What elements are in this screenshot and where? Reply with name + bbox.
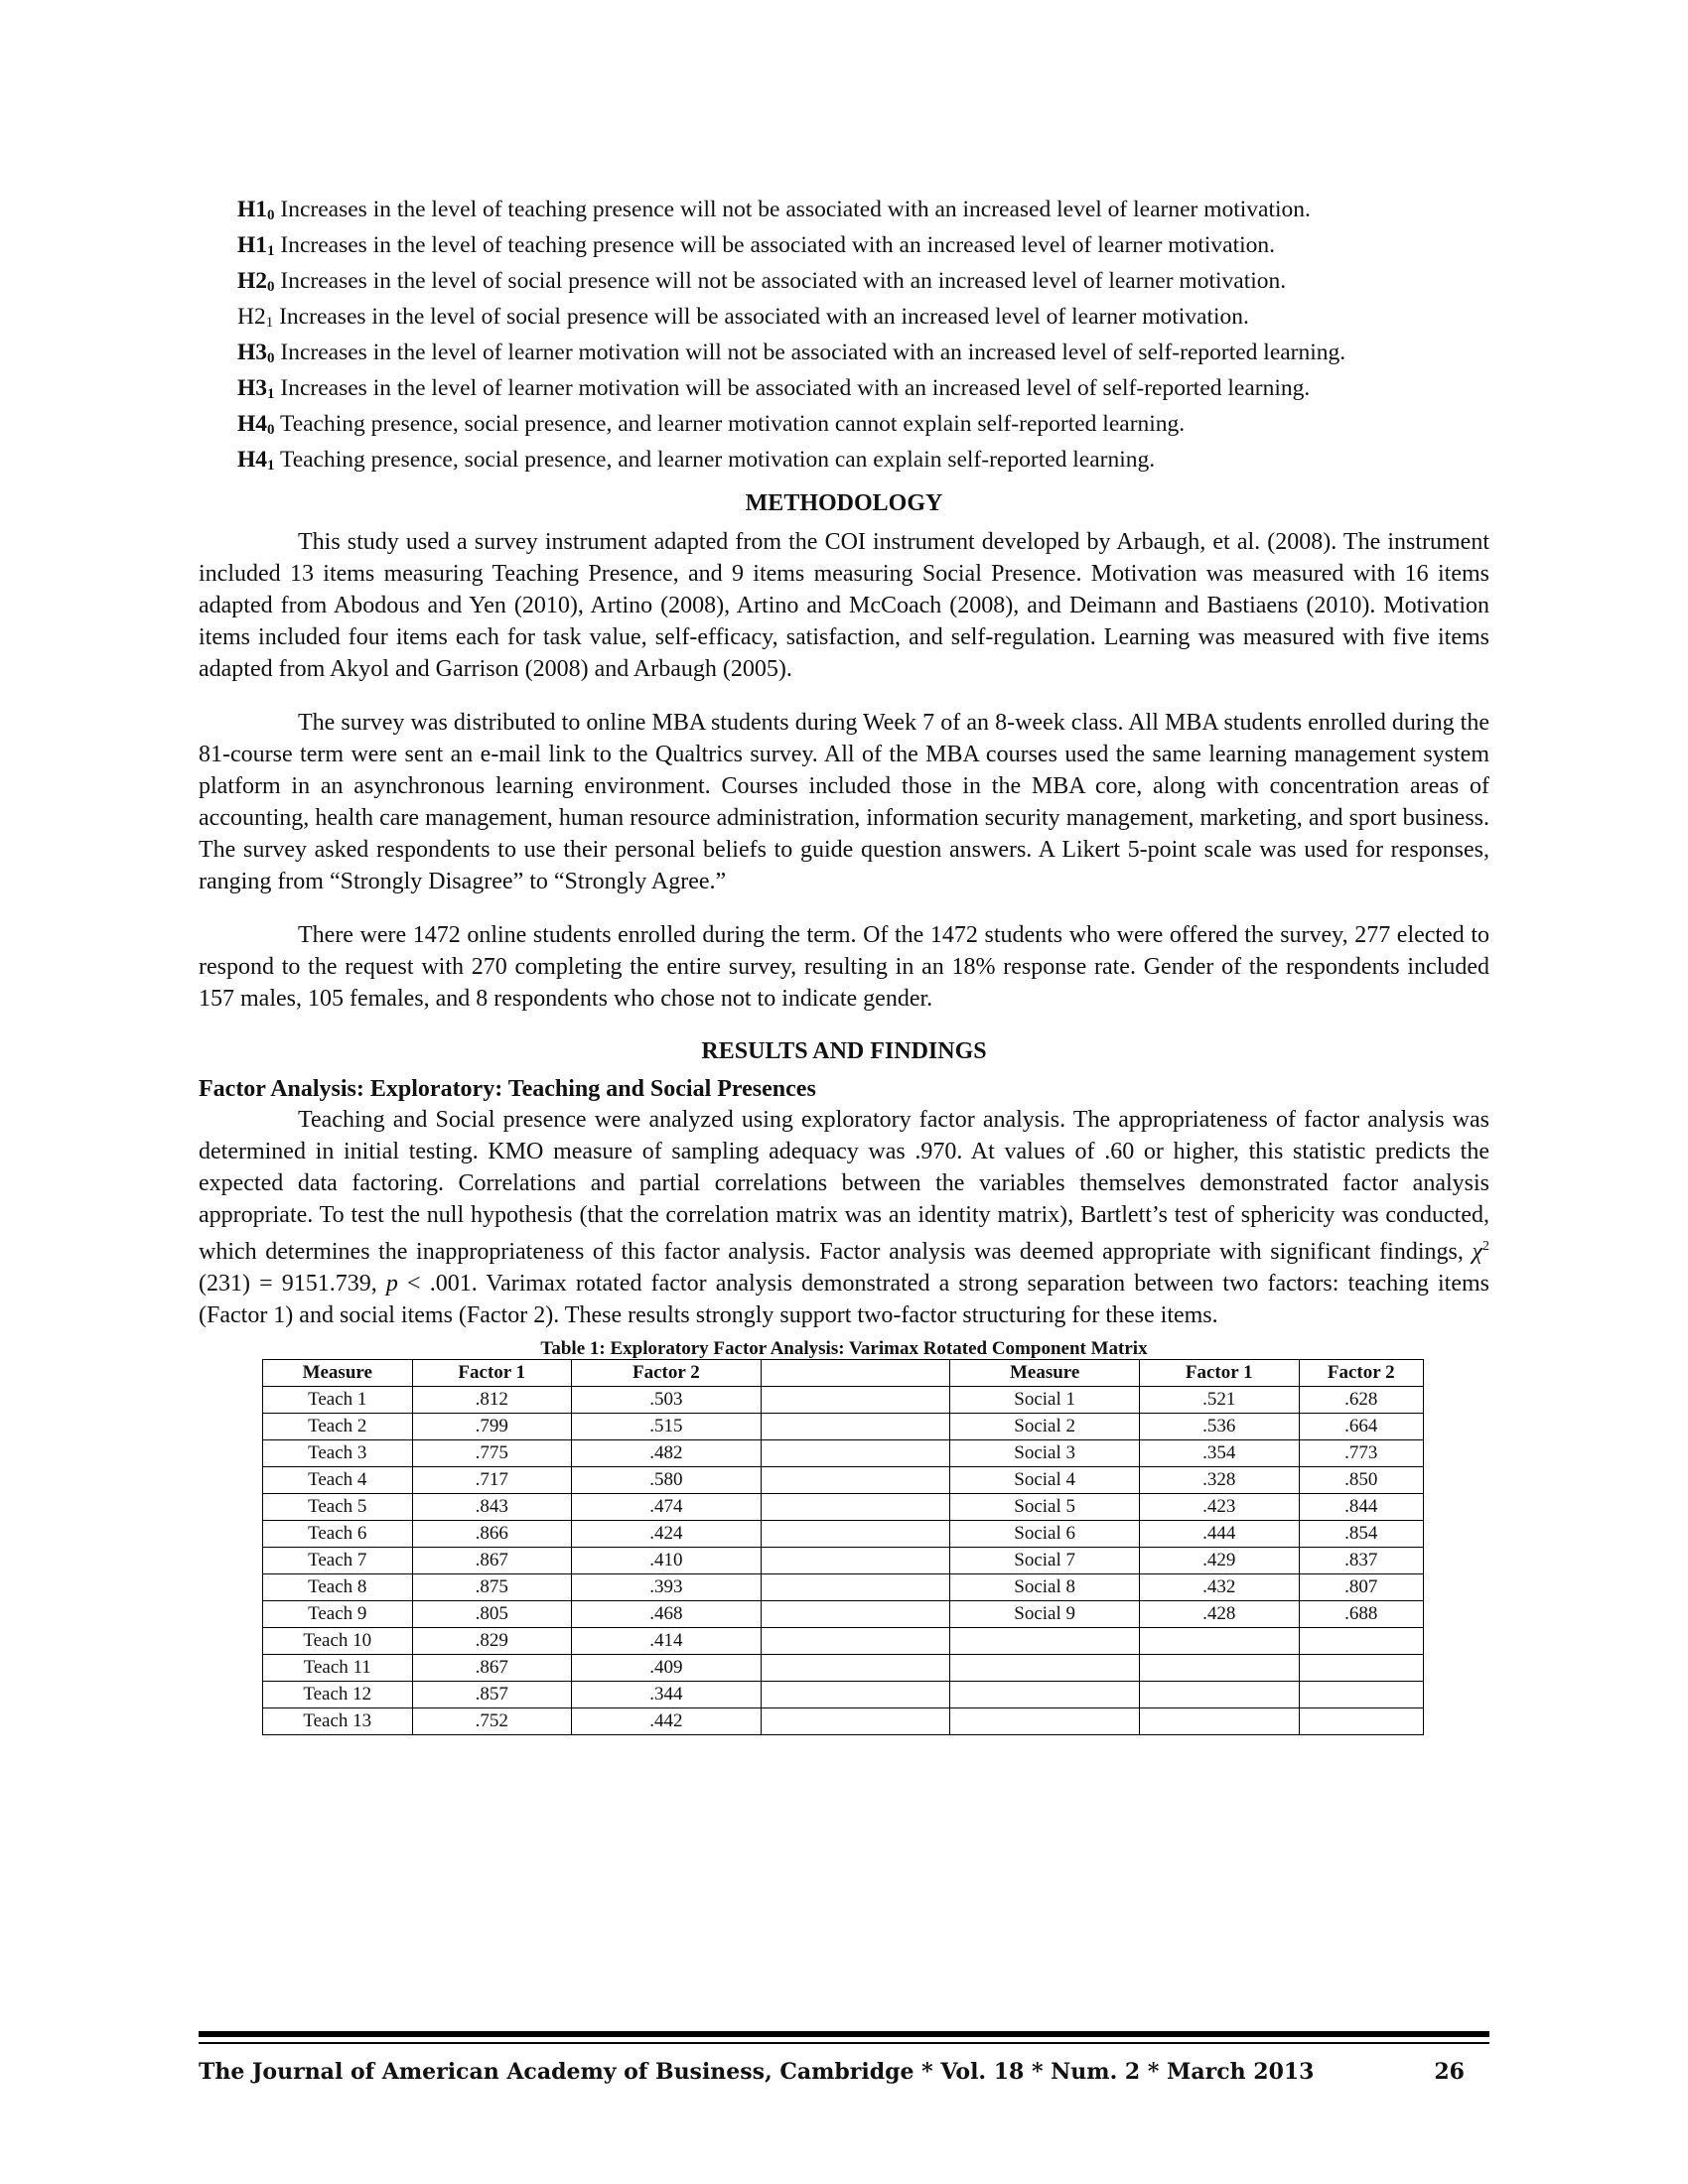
table-cell: .867	[412, 1655, 572, 1682]
table-cell: .536	[1139, 1414, 1299, 1440]
table-cell	[761, 1548, 950, 1574]
table-cell: Teach 8	[263, 1574, 413, 1601]
table-cell: Social 8	[950, 1574, 1140, 1601]
table-cell: Social 9	[950, 1601, 1140, 1628]
hypothesis-text: Teaching presence, social presence, and learner motivation cannot explain self-reported learning.	[279, 411, 1186, 437]
table-cell: .503	[572, 1387, 762, 1414]
hypothesis-item	[199, 302, 1489, 338]
table-cell: Teach 4	[263, 1467, 413, 1494]
table-cell	[1299, 1708, 1423, 1735]
hypothesis-id: H3	[237, 375, 268, 401]
table-row	[263, 1574, 1424, 1601]
table-cell: .521	[1139, 1387, 1299, 1414]
table-cell: .664	[1299, 1414, 1423, 1440]
hypothesis-item	[199, 266, 1489, 302]
hypothesis-subscript: 0	[267, 207, 275, 223]
factor-analysis-text-b: < .001. Varimax rotated factor analysis demonstrated a strong separation between two factors: teaching items (Factor 1) and social items (Factor 2). These results strongly support two-factor structuring for these items.	[199, 1271, 1489, 1328]
chi-result: (231) = 9151.739,	[199, 1271, 386, 1297]
methodology-paragraph: This study used a survey instrument adapted from the COI instrument developed by Arbaugh, et al. (2008). The instrument included 13 items measuring Teaching Presence, and 9 items measuring Social Presence. Motivation was measured with 16 items adapted from Abodous and Yen (2010), Artino (2008), Artino and McCoach (2008), and Deimann and Bastiaens (2010). Motivation items included four items each for task value, self-efficacy, satisfaction, and self-regulation. Learning was measured with five items adapted from Akyol and Garrison (2008) and Arbaugh (2005).	[199, 529, 1489, 682]
table-cell: Social 5	[950, 1494, 1140, 1521]
table-row	[263, 1548, 1424, 1574]
table-cell	[761, 1440, 950, 1467]
hypothesis-text: Increases in the level of teaching presence will be associated with an increased level of learner motivation.	[280, 232, 1276, 258]
table-cell	[1139, 1682, 1299, 1708]
table-row	[263, 1601, 1424, 1628]
table-cell: .468	[572, 1601, 762, 1628]
table-row	[263, 1387, 1424, 1414]
table-cell	[1139, 1655, 1299, 1682]
table-cell: Teach 5	[263, 1494, 413, 1521]
table-cell: .354	[1139, 1440, 1299, 1467]
table-cell: .410	[572, 1548, 762, 1574]
table-cell: .328	[1139, 1467, 1299, 1494]
table-row	[263, 1628, 1424, 1655]
hypothesis-subscript: 1	[267, 386, 275, 402]
table-cell: Teach 11	[263, 1655, 413, 1682]
journal-citation: The Journal of American Academy of Business, Cambridge * Vol. 18 * Num. 2 * March 2013	[199, 2059, 1315, 2085]
hypothesis-label	[237, 375, 275, 401]
table-cell: .442	[572, 1708, 762, 1735]
table-cell: Teach 1	[263, 1387, 413, 1414]
table-cell	[761, 1628, 950, 1655]
hypothesis-label	[237, 447, 275, 473]
table-cell	[761, 1414, 950, 1440]
table-cell	[950, 1655, 1140, 1682]
hypothesis-item	[199, 409, 1489, 445]
table-cell	[950, 1628, 1140, 1655]
table-cell: .515	[572, 1414, 762, 1440]
methodology-paragraph: The survey was distributed to online MBA students during Week 7 of an 8-week class. All MBA students enrolled during the 81-course term were sent an e-mail link to the Qualtrics survey. All of the MBA courses used the same learning management system platform in an asynchronous learning environment. Courses included those in the MBA core, along with concentration areas of accounting, health care management, human resource administration, information security management, marketing, and sport business. The survey asked respondents to use their personal beliefs to guide question answers. A Likert 5-point scale was used for responses, ranging from “Strongly Disagree” to “Strongly Agree.”	[199, 710, 1489, 894]
table-cell: Social 7	[950, 1548, 1140, 1574]
table-cell: .867	[412, 1548, 572, 1574]
page-number: 26	[1434, 2059, 1465, 2085]
hypothesis-item	[199, 445, 1489, 480]
table-header-row	[263, 1360, 1424, 1387]
table-cell: .775	[412, 1440, 572, 1467]
factor-matrix-table	[262, 1359, 1424, 1735]
footer-rule-thin	[199, 2042, 1489, 2044]
hypothesis-id: H2	[237, 268, 268, 294]
table-cell: .844	[1299, 1494, 1423, 1521]
table-cell	[1139, 1628, 1299, 1655]
table-cell	[761, 1655, 950, 1682]
table-row	[263, 1440, 1424, 1467]
table-header-cell: Measure	[950, 1360, 1140, 1387]
hypothesis-subscript: 1	[267, 458, 275, 474]
table-cell	[761, 1708, 950, 1735]
table-cell: .807	[1299, 1574, 1423, 1601]
table-cell: Teach 9	[263, 1601, 413, 1628]
table-cell: .474	[572, 1494, 762, 1521]
table-cell: .344	[572, 1682, 762, 1708]
table-cell: .773	[1299, 1440, 1423, 1467]
hypotheses-list	[199, 195, 1489, 480]
footer-rule-thick	[199, 2031, 1489, 2037]
table-cell	[1299, 1682, 1423, 1708]
table-row	[263, 1521, 1424, 1548]
table-cell: Teach 6	[263, 1521, 413, 1548]
table-header-cell: Factor 1	[1139, 1360, 1299, 1387]
table-cell: .752	[412, 1708, 572, 1735]
table-cell: Teach 12	[263, 1682, 413, 1708]
table-cell: .799	[412, 1414, 572, 1440]
table-cell	[761, 1467, 950, 1494]
table-cell: .429	[1139, 1548, 1299, 1574]
table-cell	[761, 1387, 950, 1414]
table-cell: .812	[412, 1387, 572, 1414]
hypothesis-subscript: 0	[267, 350, 275, 366]
table-cell	[1299, 1655, 1423, 1682]
hypothesis-id: H3	[237, 340, 268, 365]
hypothesis-id: H4	[237, 447, 268, 473]
table-row	[263, 1494, 1424, 1521]
hypothesis-item	[199, 195, 1489, 230]
table-cell: .843	[412, 1494, 572, 1521]
hypothesis-text: Increases in the level of teaching presence will not be associated with an increased level of learner motivation.	[280, 197, 1311, 222]
hypothesis-id: H1	[237, 232, 268, 258]
hypothesis-subscript: 0	[267, 279, 275, 295]
table-cell: .829	[412, 1628, 572, 1655]
factor-analysis-paragraph	[199, 1104, 1489, 1331]
table-cell	[761, 1521, 950, 1548]
table-row	[263, 1414, 1424, 1440]
methodology-heading: METHODOLOGY	[745, 490, 943, 516]
hypothesis-label	[237, 340, 275, 365]
table-cell: .837	[1299, 1548, 1423, 1574]
table-cell: .444	[1139, 1521, 1299, 1548]
table-header-cell: Measure	[263, 1360, 413, 1387]
table-header-cell: Factor 2	[1299, 1360, 1423, 1387]
table-cell	[1299, 1628, 1423, 1655]
table-cell: .628	[1299, 1387, 1423, 1414]
methodology-paragraph: There were 1472 online students enrolled during the term. Of the 1472 students who were offered the survey, 277 elected to respond to the request with 270 completing the entire survey, resulting in an 18% response rate. Gender of the respondents included 157 males, 105 females, and 8 respondents who chose not to indicate gender.	[199, 922, 1489, 1012]
table-cell: .424	[572, 1521, 762, 1548]
hypothesis-label	[237, 268, 275, 294]
hypothesis-id: H2	[237, 304, 266, 330]
hypothesis-label	[237, 304, 273, 330]
table-cell	[761, 1494, 950, 1521]
table-cell: Social 4	[950, 1467, 1140, 1494]
table-header-cell	[761, 1360, 950, 1387]
table-cell: Teach 2	[263, 1414, 413, 1440]
hypothesis-id: H4	[237, 411, 268, 437]
table-cell: Teach 3	[263, 1440, 413, 1467]
hypothesis-item	[199, 373, 1489, 409]
table-cell	[761, 1601, 950, 1628]
table-cell: Social 1	[950, 1387, 1140, 1414]
table-cell: .688	[1299, 1601, 1423, 1628]
table-cell: .393	[572, 1574, 762, 1601]
results-heading: RESULTS AND FINDINGS	[701, 1038, 987, 1064]
hypothesis-text: Increases in the level of learner motivation will not be associated with an increased level of self-reported learning.	[280, 340, 1346, 365]
table-header-cell: Factor 2	[572, 1360, 762, 1387]
table-cell	[761, 1682, 950, 1708]
table-cell: .854	[1299, 1521, 1423, 1548]
table-cell: .428	[1139, 1601, 1299, 1628]
hypothesis-text: Increases in the level of social presence will be associated with an increased level of learner motivation.	[279, 304, 1249, 330]
table-cell: Social 2	[950, 1414, 1140, 1440]
table-row	[263, 1655, 1424, 1682]
hypothesis-item	[199, 230, 1489, 266]
table-cell: Teach 13	[263, 1708, 413, 1735]
hypothesis-label	[237, 197, 275, 222]
chi-superscript: 2	[1482, 1239, 1489, 1254]
hypothesis-subscript: 1	[267, 243, 275, 259]
factor-analysis-text-a: Teaching and Social presence were analyzed using exploratory factor analysis. The appropriateness of factor analysis was determined in initial testing. KMO measure of sampling adequacy was .970. At values of .60 or higher, this statistic predicts the expected data factoring. Correlations and partial correlations between the variables themselves demonstrated factor analysis appropriate. To test the null hypothesis (that the correlation matrix was an identity matrix), Bartlett’s test of sphericity was conducted, which determines the inappropriateness of this factor analysis. Factor analysis was deemed appropriate with significant findings,	[199, 1107, 1489, 1265]
hypothesis-text: Increases in the level of learner motivation will be associated with an increased level of self-reported learning.	[280, 375, 1311, 401]
hypothesis-subscript: 0	[267, 422, 275, 438]
table-cell: .717	[412, 1467, 572, 1494]
table-cell: .805	[412, 1601, 572, 1628]
table-row	[263, 1682, 1424, 1708]
table-cell	[950, 1682, 1140, 1708]
table-cell: .409	[572, 1655, 762, 1682]
hypothesis-text: Teaching presence, social presence, and learner motivation can explain self-reported learning.	[279, 447, 1156, 473]
table-cell: Teach 10	[263, 1628, 413, 1655]
table-cell: .875	[412, 1574, 572, 1601]
table-cell	[761, 1574, 950, 1601]
table-cell: .866	[412, 1521, 572, 1548]
table-cell: .580	[572, 1467, 762, 1494]
table-cell: .850	[1299, 1467, 1423, 1494]
table-cell	[950, 1708, 1140, 1735]
hypothesis-label	[237, 232, 275, 258]
page-footer	[199, 2059, 1489, 2085]
hypothesis-item	[199, 338, 1489, 373]
table-cell: .857	[412, 1682, 572, 1708]
table-cell: Social 6	[950, 1521, 1140, 1548]
table-cell: .414	[572, 1628, 762, 1655]
table-cell: .432	[1139, 1574, 1299, 1601]
hypothesis-text: Increases in the level of social presence will not be associated with an increased level of learner motivation.	[280, 268, 1287, 294]
chi-symbol: χ	[1472, 1239, 1482, 1265]
table-row	[263, 1708, 1424, 1735]
table-cell	[1139, 1708, 1299, 1735]
page-content	[199, 195, 1489, 1735]
hypothesis-subscript: 1	[265, 315, 274, 331]
table-header-cell: Factor 1	[412, 1360, 572, 1387]
p-symbol: p	[385, 1271, 398, 1297]
table-cell: Social 3	[950, 1440, 1140, 1467]
hypothesis-label	[237, 411, 275, 437]
hypothesis-id: H1	[237, 197, 268, 222]
table-cell: .482	[572, 1440, 762, 1467]
factor-analysis-subheading: Factor Analysis: Exploratory: Teaching and Social Presences	[199, 1076, 816, 1102]
table-cell: .423	[1139, 1494, 1299, 1521]
table-row	[263, 1467, 1424, 1494]
table-caption: Table 1: Exploratory Factor Analysis: Varimax Rotated Component Matrix	[540, 1338, 1148, 1359]
table-cell: Teach 7	[263, 1548, 413, 1574]
